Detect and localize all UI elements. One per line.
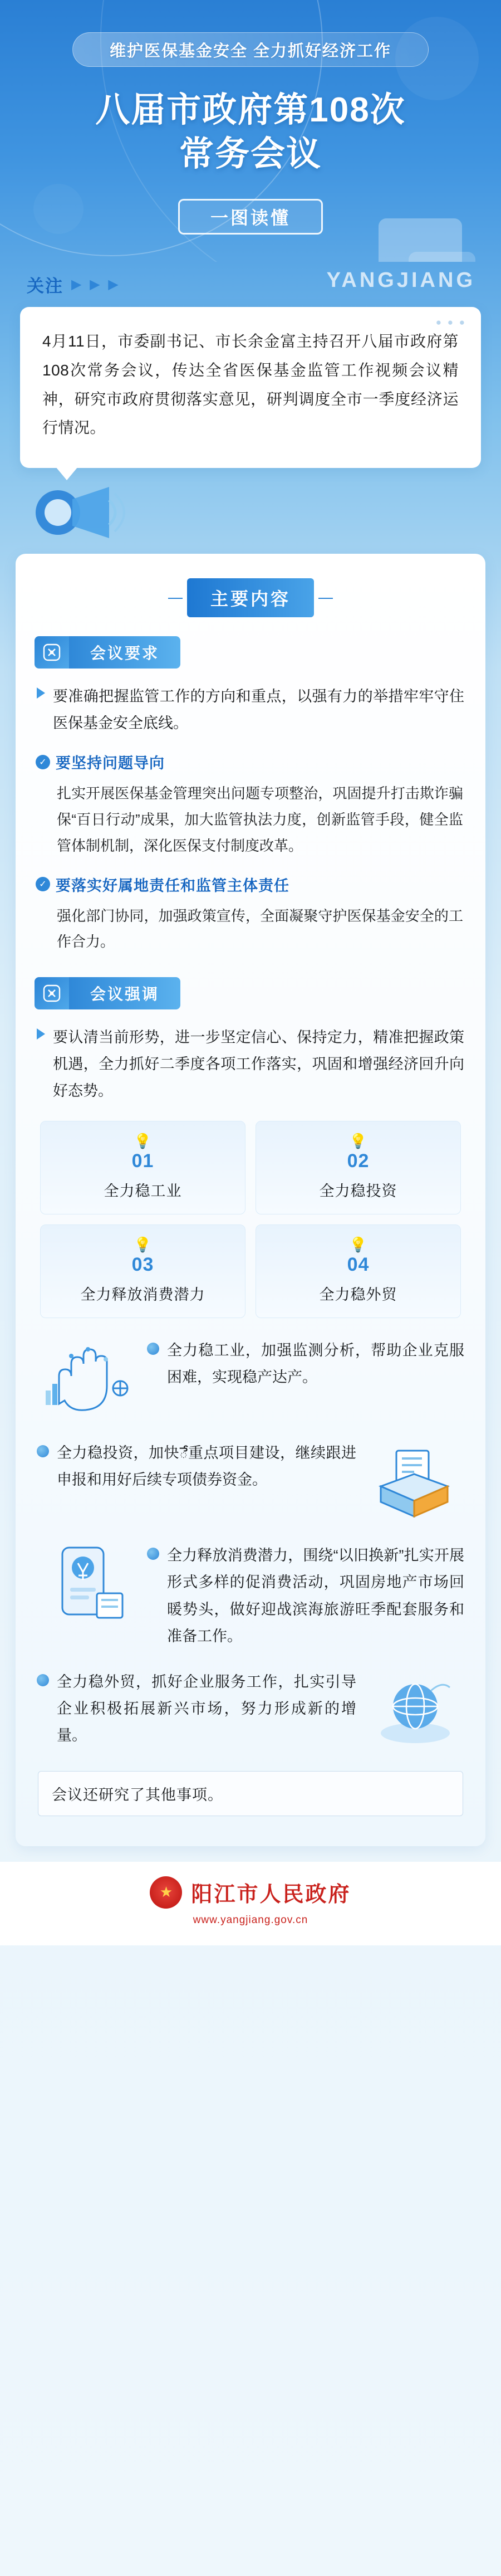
numbered-card bbox=[256, 1224, 461, 1318]
subtitle-badge: 一图读懂 bbox=[178, 199, 323, 235]
speech-bubble-decor-1 bbox=[379, 218, 462, 262]
page-title-line1: 八届市政府第108次 bbox=[95, 91, 406, 129]
check-icon: ✓ bbox=[36, 755, 50, 769]
bullet-item bbox=[37, 1024, 464, 1104]
bullet-text: 要准确把握监管工作的方向和重点，以强有力的举措牢牢守住医保基金安全底线。 bbox=[53, 688, 464, 732]
numbered-card bbox=[40, 1224, 245, 1318]
numbered-card-number: 01 bbox=[131, 1150, 154, 1172]
numbered-card bbox=[40, 1121, 245, 1214]
main-section-title-wrap bbox=[35, 578, 466, 617]
illustrated-point bbox=[37, 1440, 464, 1523]
illustrated-point-text: 全力稳投资，加快ే重点项目建设，继续跟进申报和用好后续专项债券资金。 bbox=[57, 1445, 356, 1489]
data-hand-icon bbox=[37, 1337, 137, 1421]
numbered-card bbox=[256, 1121, 461, 1214]
footer bbox=[0, 1862, 501, 1945]
bullet-text: 要认清当前形势，进一步坚定信心、保持定力，精准把握政策机遇，全力抓好二季度各项工作落实，巩固和增强经济回升向好态势。 bbox=[53, 1029, 464, 1100]
investment-box-icon bbox=[364, 1440, 464, 1523]
main-section-title: 主要内容 bbox=[187, 578, 314, 617]
illustrated-point-text: 全力稳工业，加强监测分析，帮助企业克服困难，实现稳产达产。 bbox=[167, 1342, 464, 1386]
illustrated-point bbox=[37, 1668, 464, 1752]
numbered-card-label: 全力释放消费潜力 bbox=[80, 1286, 205, 1304]
footer-org-name: 阳江市人民政府 bbox=[191, 1883, 351, 1907]
check-body: 强化部门协同，加强政策宣传，全面凝聚守护医保基金安全的工作合力。 bbox=[57, 907, 463, 950]
meeting-icon bbox=[35, 977, 69, 1009]
subsection-header-emphasis bbox=[35, 977, 466, 1009]
bulb-icon: 💡 bbox=[349, 1236, 367, 1253]
bullet-item bbox=[37, 683, 464, 736]
numbered-points-grid bbox=[40, 1121, 461, 1318]
subsection-header-requirements bbox=[35, 636, 466, 669]
follow-row[interactable] bbox=[20, 267, 481, 307]
check-body: 扎实开展医保基金管理突出问题专项整治，巩固提升打击欺诈骗保“百日行动”成果，加大监管执法力度，创新监管手段，健全监管体制机制，深化医保支付制度改革。 bbox=[57, 785, 463, 854]
bulb-icon: 💡 bbox=[134, 1236, 152, 1253]
arrow-right-icon bbox=[37, 1028, 45, 1040]
subsection-label-requirements: 会议要求 bbox=[69, 636, 180, 669]
megaphone-illustration bbox=[20, 476, 481, 543]
bullet-dot-icon bbox=[37, 1445, 49, 1457]
globe-trade-icon bbox=[364, 1668, 464, 1752]
bullet-dot-icon bbox=[147, 1548, 159, 1560]
intro-text: 4月11日，市委副书记、市长余金富主持召开八届市政府第108次常务会议，传达全省医保基金监管工作视频会议精神，研究市政府贯彻落实意见，研判调度全市一季度经济运行情况。 bbox=[42, 333, 459, 437]
bulb-icon: 💡 bbox=[349, 1133, 367, 1150]
check-title: 要坚持问题导向 bbox=[56, 755, 165, 772]
numbered-card-label: 全力稳外贸 bbox=[319, 1286, 397, 1304]
page-title bbox=[0, 88, 501, 177]
speech-bubble-decor-2 bbox=[409, 252, 475, 262]
numbered-card-label: 全力稳投资 bbox=[319, 1183, 397, 1200]
numbered-card-number: 02 bbox=[347, 1150, 370, 1172]
check-icon: ✓ bbox=[36, 877, 50, 891]
footer-url: www.yangjiang.gov.cn bbox=[193, 1914, 308, 1926]
follow-label: 关注 bbox=[27, 276, 63, 296]
closing-note: 会议还研究了其他事项。 bbox=[38, 1771, 463, 1816]
follow-arrow-icon: ▶ ▶ ▶ bbox=[71, 277, 121, 292]
blob-decor-2 bbox=[33, 184, 84, 234]
meeting-icon bbox=[35, 636, 69, 669]
check-title: 要落实好属地责任和监管主体责任 bbox=[56, 877, 289, 894]
intro-section bbox=[0, 267, 501, 543]
arrow-right-icon bbox=[37, 687, 45, 699]
bulb-icon: 💡 bbox=[134, 1133, 152, 1150]
numbered-card-number: 03 bbox=[131, 1254, 154, 1276]
numbered-card-number: 04 bbox=[347, 1254, 370, 1276]
header-ribbon: 维护医保基金安全 全力抓好经济工作 bbox=[72, 32, 429, 67]
card-dots-icon: ● ● ● bbox=[435, 317, 466, 328]
illustrated-point-text: 全力稳外贸，抓好企业服务工作，扎实引导企业积极拓展新兴市场，努力形成新的增量。 bbox=[57, 1673, 356, 1744]
check-head bbox=[36, 751, 466, 773]
header bbox=[0, 0, 501, 262]
illustrated-point bbox=[37, 1542, 464, 1649]
numbered-card-label: 全力稳工业 bbox=[104, 1183, 182, 1200]
intro-card bbox=[20, 307, 481, 468]
emblem-icon: ★ bbox=[150, 1876, 182, 1909]
mobile-consume-icon bbox=[37, 1542, 137, 1626]
footer-row bbox=[0, 1876, 501, 1909]
subsection-label-emphasis: 会议强调 bbox=[69, 977, 180, 1009]
illustrated-point bbox=[37, 1337, 464, 1421]
bullet-dot-icon bbox=[37, 1674, 49, 1686]
page-title-line2: 常务会议 bbox=[179, 135, 322, 174]
bullet-dot-icon bbox=[147, 1343, 159, 1355]
check-head bbox=[36, 874, 466, 895]
watermark-text: YANGJIANG bbox=[326, 269, 475, 292]
illustrated-point-text: 全力释放消费潜力，围绕“以旧换新”扎实开展形式多样的促消费活动，巩固房地产市场回暖势头，做好迎战滨海旅游旺季配套服务和准备工作。 bbox=[167, 1547, 464, 1645]
main-content-panel bbox=[16, 554, 485, 1846]
